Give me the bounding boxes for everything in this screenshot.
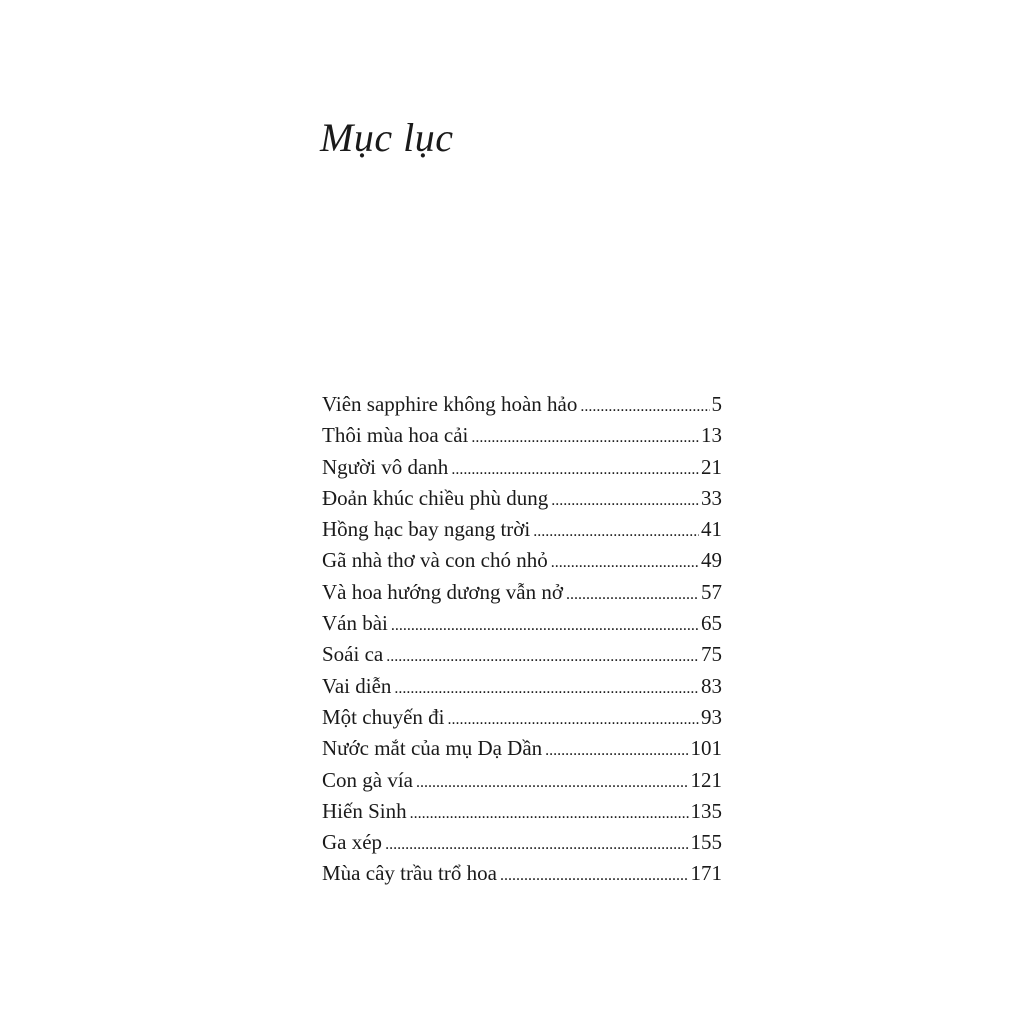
toc-entry-page: 65 (701, 611, 722, 636)
toc-entry (322, 608, 722, 639)
toc-entry-title: Mùa cây trầu trổ hoa (322, 861, 497, 886)
toc-entry (322, 639, 722, 670)
toc-entry-title: Ván bài (322, 611, 388, 636)
toc-entry (322, 483, 722, 514)
toc-entry-page: 5 (711, 392, 722, 416)
toc-leader-dots (447, 704, 699, 735)
toc-leader-dots (391, 610, 699, 641)
toc-entry-title: Đoản khúc chiều phù dung (322, 485, 549, 510)
toc-entry-title: Viên sapphire không hoàn hảo (322, 392, 578, 416)
toc-entry-title: Hiến Sinh (322, 798, 407, 823)
toc-entry-title: Ga xép (322, 830, 383, 855)
toc-entry-title: Vai diễn (322, 673, 392, 698)
toc-leader-dots (394, 673, 699, 704)
toc-entry-page: 41 (701, 517, 722, 542)
toc-leader-dots (386, 641, 699, 672)
toc-leader-dots (551, 485, 699, 516)
toc-entry-page: 121 (690, 767, 722, 792)
toc-leader-dots (416, 767, 689, 798)
toc-entry-page: 171 (690, 861, 722, 886)
toc-entry (322, 671, 722, 702)
toc-entry-page: 33 (701, 485, 722, 510)
toc-entry-title: Con gà vía (322, 767, 413, 792)
toc-entry-title: Thôi mùa hoa cải (322, 423, 469, 448)
toc-entry-page: 101 (690, 736, 722, 761)
toc-entry (322, 827, 722, 858)
toc-entry-title: Soái ca (322, 642, 384, 667)
toc-entry (322, 858, 722, 889)
toc-entry-page: 93 (701, 704, 722, 729)
toc-entry-page: 155 (690, 830, 722, 855)
toc-entry-page: 57 (701, 579, 722, 604)
toc-entry (322, 389, 722, 420)
toc-entry (322, 545, 722, 576)
page-title: Mục lục (320, 115, 454, 160)
toc-entry (322, 514, 722, 545)
toc-leader-dots (385, 829, 688, 860)
toc-entry (322, 796, 722, 827)
toc-entry-page: 135 (690, 798, 722, 823)
toc-entry-title: Hồng hạc bay ngang trời (322, 517, 531, 542)
toc-leader-dots (551, 547, 699, 578)
toc-leader-dots (566, 579, 699, 610)
toc-entry (322, 420, 722, 451)
toc-entry-title: Một chuyến đi (322, 704, 445, 729)
toc-entry-title: Nước mắt của mụ Dạ Dần (322, 736, 543, 761)
toc-entry-title: Người vô danh (322, 454, 449, 479)
toc-leader-dots (500, 860, 689, 891)
toc-entry-page: 13 (701, 423, 722, 448)
toc-entry-title: Và hoa hướng dương vẫn nở (322, 579, 563, 604)
toc-entry-title: Gã nhà thơ và con chó nhỏ (322, 548, 548, 573)
toc-entry-page: 83 (701, 673, 722, 698)
toc-leader-dots (533, 516, 699, 547)
toc-leader-dots (451, 454, 699, 485)
toc-entry (322, 733, 722, 764)
toc-entry (322, 702, 722, 733)
toc-entry (322, 452, 722, 483)
table-of-contents (322, 389, 722, 890)
toc-leader-dots (545, 735, 688, 766)
toc-entry-page: 21 (701, 454, 722, 479)
toc-entry-page: 49 (701, 548, 722, 573)
toc-leader-dots (580, 391, 709, 422)
toc-entry (322, 577, 722, 608)
toc-entry (322, 765, 722, 796)
toc-leader-dots (471, 422, 699, 453)
toc-entry-page: 75 (701, 642, 722, 667)
toc-leader-dots (410, 798, 689, 829)
